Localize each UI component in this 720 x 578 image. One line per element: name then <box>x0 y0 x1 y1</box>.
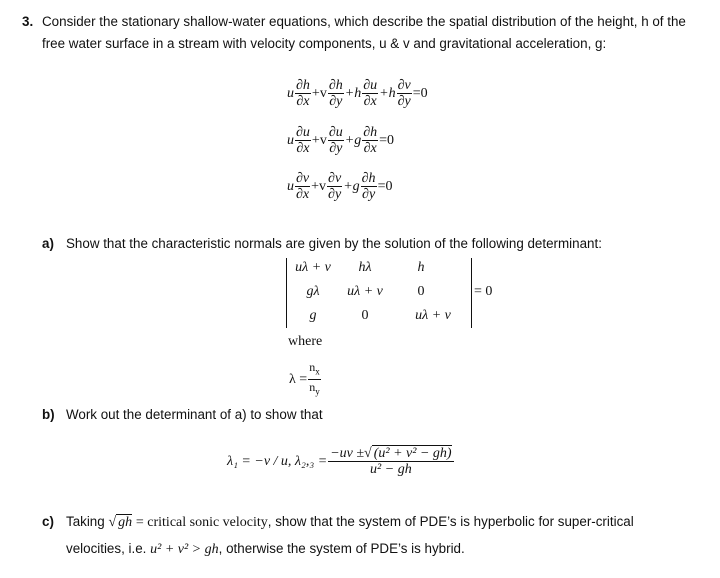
matrix-cell: uλ + v <box>347 284 383 299</box>
equation-1: u $\frac{\partial h}{\partial x}$ +v $\frac{\partial h}{\partial y}$ +h $\frac{\partial u}{\partial x}$ +h $\frac{\partial v}{\partial y}$ =0 <box>287 78 428 109</box>
part-a-text: Show that the characteristic normals are given by the solution of the following determinant: <box>66 236 602 251</box>
intro-line-1: Consider the stationary shallow-water equations, which describe the spatial distribution of the height, h of the <box>42 14 686 29</box>
part-a-label: a) <box>42 236 54 251</box>
eigenvalue-result: λ₁ = −v / u, λ₂,₃ = $\frac{\text{−uv ±√ (u² + v² − gh)}}{\text{u² − gh}}$ <box>227 446 452 477</box>
part-b-text: Work out the determinant of a) to show that <box>66 407 323 422</box>
part-c-line-2: velocities, i.e. u² + v² > gh, otherwise the system of PDE’s is hybrid. <box>66 541 465 557</box>
intro-line-2: free water surface in a stream with velocity components, u & v and gravitational acceleration, g: <box>42 36 607 51</box>
matrix-cell: gλ <box>306 284 320 299</box>
matrix-cell: uλ + v <box>295 260 331 275</box>
where-label: where <box>288 334 323 349</box>
problem-number: 3. <box>22 14 34 29</box>
matrix-cell: uλ + v <box>415 308 451 323</box>
matrix-cell: 0 <box>361 308 369 323</box>
part-b-label: b) <box>42 407 55 422</box>
equation-3: u $\frac{\partial v}{\partial x}$ +v $\frac{\partial v}{\partial y}$ +g $\frac{\partial h}{\partial y}$ =0 <box>287 171 393 202</box>
matrix-cell: g <box>309 308 317 323</box>
matrix-cell: h <box>417 260 425 275</box>
part-c-line-1: Taking √ gh = critical sonic velocity, show that the system of PDE’s is hyperbolic for super-critical <box>66 514 634 530</box>
lambda-definition: λ = $\frac{n_x}{n_y}$ <box>289 360 320 397</box>
determinant-equals: = 0 <box>474 284 493 299</box>
matrix-cell: hλ <box>358 260 372 275</box>
matrix-cell: 0 <box>417 284 425 299</box>
equation-2: u $\frac{\partial u}{\partial x}$ +v $\frac{\partial u}{\partial y}$ +g $\frac{\partial h}{\partial x}$ =0 <box>287 125 395 156</box>
determinant-matrix <box>286 258 472 328</box>
part-c-label: c) <box>42 514 54 529</box>
